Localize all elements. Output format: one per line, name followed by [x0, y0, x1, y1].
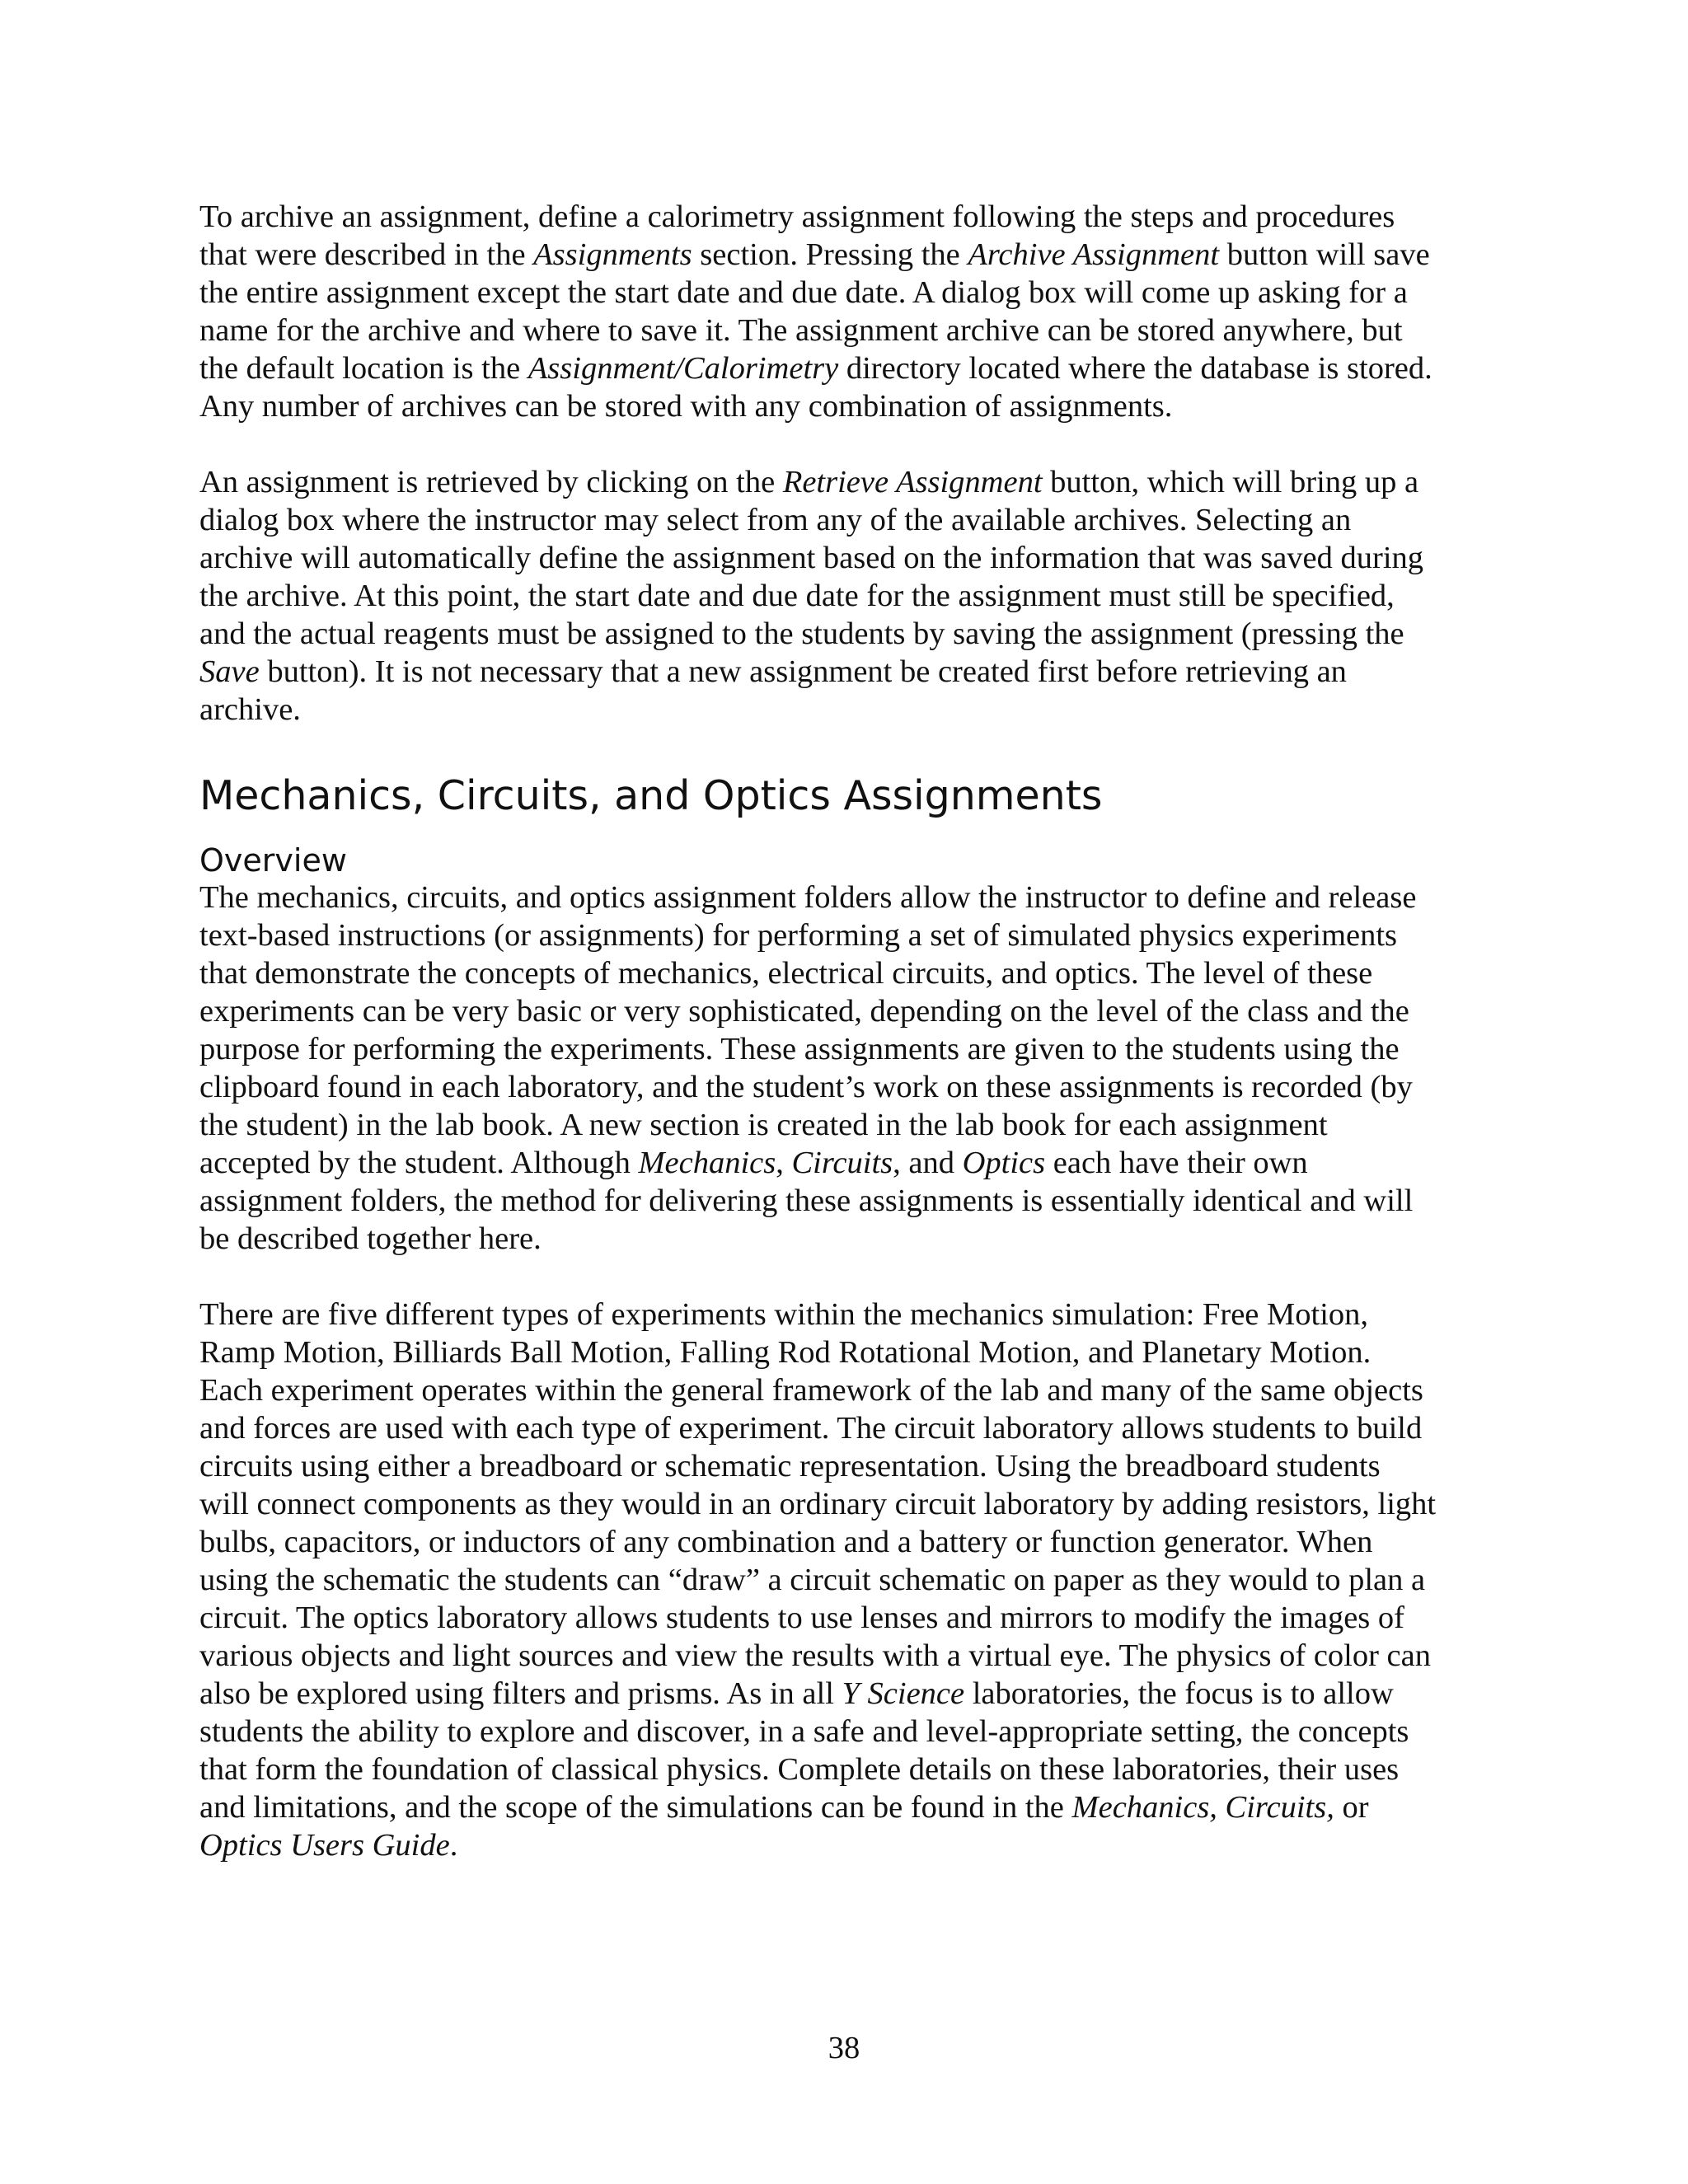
text-run: archive. [199, 692, 301, 727]
text-run: name for the archive and where to save it. The assignment archive can be stored anywhere, but [199, 313, 1403, 348]
text-line [199, 1561, 1502, 1599]
text-run: Any number of archives can be stored with any combination of assignments. [199, 389, 1173, 424]
text-run: or [1334, 1790, 1369, 1825]
text-run: button, which will bring up a [1042, 465, 1419, 499]
text-run: There are five different types of experiments within the mechanics simulation: Free Motion, [199, 1297, 1369, 1332]
text-run: To archive an assignment, define a calorimetry assignment following the steps and procedures [199, 199, 1395, 234]
text-line [199, 539, 1502, 577]
text-line [199, 1637, 1502, 1675]
text-line [199, 1068, 1502, 1106]
text-line [199, 312, 1502, 349]
subsection-title: Overview [199, 842, 347, 879]
text-run: archive will automatically define the assignment based on the information that was saved during [199, 541, 1424, 575]
text-line [199, 1220, 1502, 1258]
text-line [199, 1182, 1502, 1220]
text-line [199, 1713, 1502, 1750]
text-line [199, 916, 1502, 954]
text-run: students the ability to explore and discover, in a safe and level-appropriate setting, the concepts [199, 1714, 1409, 1749]
text-run: be described together here. [199, 1221, 542, 1256]
text-line [199, 236, 1502, 274]
text-line [199, 691, 1502, 729]
text-line [199, 1144, 1502, 1182]
text-line [199, 992, 1502, 1030]
text-line [199, 1371, 1502, 1409]
text-run: The mechanics, circuits, and optics assignment folders allow the instructor to define and release [199, 880, 1417, 915]
text-line [199, 349, 1502, 387]
text-line [199, 274, 1502, 312]
text-run: using the schematic the students can “draw” a circuit schematic on paper as they would to plan a [199, 1563, 1426, 1597]
text-run: dialog box where the instructor may select from any of the available archives. Selecting an [199, 503, 1352, 537]
text-line [199, 653, 1502, 691]
text-line [199, 1826, 1502, 1864]
text-run: also be explored using filters and prisms. As in all [199, 1676, 842, 1711]
text-line [199, 1523, 1502, 1561]
italic-text-run: Optics Users Guide [199, 1828, 450, 1863]
text-run: the archive. At this point, the start date and due date for the assignment must still be specified, [199, 579, 1395, 613]
text-run: section. Pressing the [692, 237, 968, 272]
text-run: experiments can be very basic or very sophisticated, depending on the level of the class and the [199, 994, 1409, 1029]
text-line [199, 1106, 1502, 1144]
text-line [199, 387, 1502, 425]
italic-text-run: Mechanics, Circuits, [1071, 1790, 1334, 1825]
text-run: the student) in the lab book. A new section is created in the lab book for each assignment [199, 1108, 1328, 1142]
text-run: and the actual reagents must be assigned to the students by saving the assignment (pressing the [199, 616, 1404, 651]
text-line [199, 615, 1502, 653]
text-line [199, 1333, 1502, 1371]
text-line [199, 1409, 1502, 1447]
text-line [199, 1599, 1502, 1637]
text-run: . [449, 1828, 458, 1863]
text-line [199, 954, 1502, 992]
text-run: that form the foundation of classical physics. Complete details on these laboratories, their uses [199, 1752, 1400, 1787]
text-run: each have their own [1045, 1146, 1308, 1180]
text-run: , and [893, 1146, 963, 1180]
text-run: purpose for performing the experiments. These assignments are given to the students using the [199, 1032, 1400, 1066]
italic-text-run: Retrieve Assignment [782, 465, 1043, 499]
text-line [199, 1447, 1502, 1485]
text-run: assignment folders, the method for delivering these assignments is essentially identical and will [199, 1183, 1414, 1218]
bottom-text-block [199, 879, 1502, 1864]
text-line [199, 501, 1502, 539]
text-run: , [776, 1146, 792, 1180]
text-run: clipboard found in each laboratory, and the student’s work on these assignments is recorded (by [199, 1070, 1413, 1104]
text-line [199, 879, 1502, 916]
text-run: circuit. The optics laboratory allows students to use lenses and mirrors to modify the images of [199, 1601, 1404, 1635]
text-line [199, 1675, 1502, 1713]
italic-text-run: Archive Assignment [968, 237, 1220, 272]
experiments-paragraph [199, 1296, 1502, 1864]
text-run: the default location is the [199, 351, 528, 386]
text-run: the entire assignment except the start date and due date. A dialog box will come up asking for a [199, 275, 1408, 310]
italic-text-run: Assignment/Calorimetry [528, 351, 839, 386]
text-run: and forces are used with each type of experiment. The circuit laboratory allows students to build [199, 1411, 1423, 1446]
italic-text-run: Assignments [533, 237, 692, 272]
italic-text-run: Y Science [842, 1676, 965, 1711]
text-run: and limitations, and the scope of the simulations can be found in the [199, 1790, 1072, 1825]
text-line [199, 463, 1502, 501]
text-run: An assignment is retrieved by clicking on the [199, 465, 783, 499]
top-text-block [199, 198, 1502, 729]
text-line [199, 1750, 1502, 1788]
text-line [199, 198, 1502, 236]
section-title: Mechanics, Circuits, and Optics Assignments [199, 772, 1103, 819]
italic-text-run: Optics [962, 1146, 1046, 1180]
page-number: 38 [828, 2031, 860, 2065]
italic-text-run: Mechanics [638, 1146, 776, 1180]
text-run: Each experiment operates within the general framework of the lab and many of the same objects [199, 1373, 1423, 1408]
text-line [199, 577, 1502, 615]
text-run: circuits using either a breadboard or schematic representation. Using the breadboard students [199, 1449, 1381, 1483]
text-run: Ramp Motion, Billiards Ball Motion, Falling Rod Rotational Motion, and Planetary Motion. [199, 1335, 1372, 1370]
text-run: various objects and light sources and view the results with a virtual eye. The physics of color can [199, 1638, 1431, 1673]
text-run: accepted by the student. Although [199, 1146, 639, 1180]
text-run: that were described in the [199, 237, 534, 272]
text-line [199, 1788, 1502, 1826]
overview-paragraph [199, 879, 1502, 1258]
archive-paragraph [199, 198, 1502, 425]
text-line [199, 1296, 1502, 1333]
text-line [199, 1030, 1502, 1068]
text-line [199, 1485, 1502, 1523]
text-run: will connect components as they would in an ordinary circuit laboratory by adding resistors, light [199, 1487, 1437, 1521]
text-run: laboratories, the focus is to allow [964, 1676, 1394, 1711]
text-run: button). It is not necessary that a new assignment be created first before retrieving an [259, 654, 1347, 689]
text-run: button will save [1219, 237, 1430, 272]
text-run: that demonstrate the concepts of mechanics, electrical circuits, and optics. The level of these [199, 956, 1373, 991]
text-run: directory located where the database is stored. [838, 351, 1432, 386]
italic-text-run: Save [199, 654, 260, 689]
text-run: bulbs, capacitors, or inductors of any combination and a battery or function generator. When [199, 1525, 1373, 1559]
text-run: text-based instructions (or assignments) for performing a set of simulated physics experiments [199, 918, 1398, 953]
retrieve-paragraph [199, 463, 1502, 729]
italic-text-run: Circuits [791, 1146, 893, 1180]
